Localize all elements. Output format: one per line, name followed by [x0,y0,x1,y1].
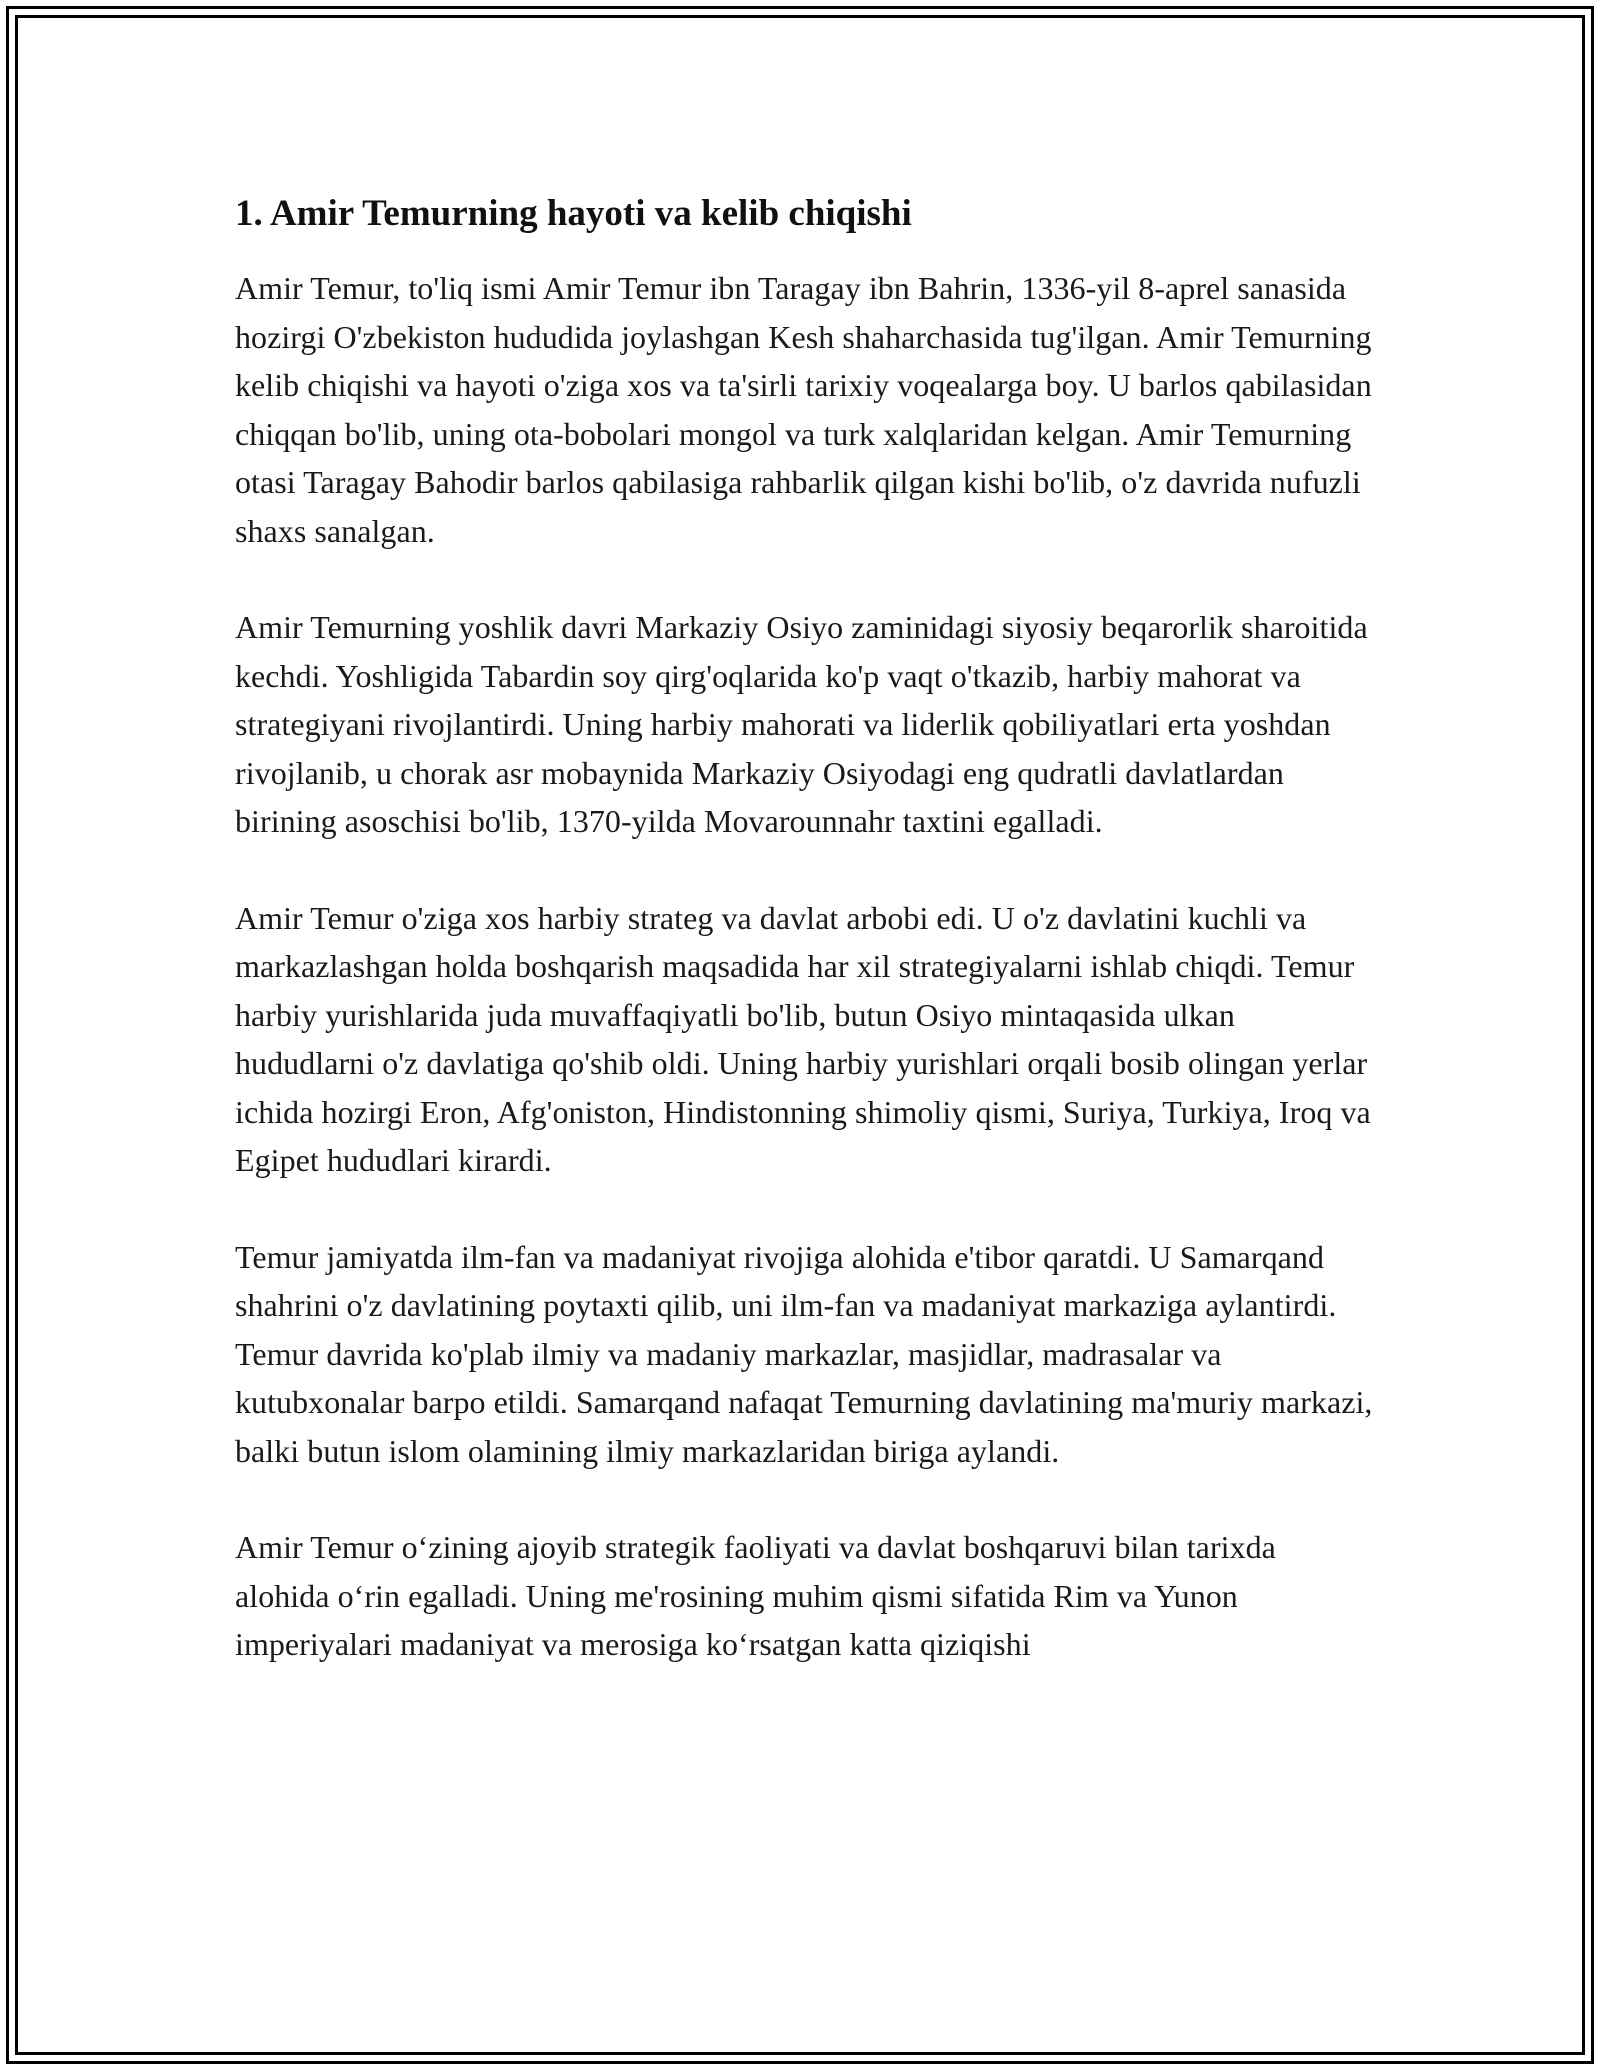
paragraph-3: Amir Temur o'ziga xos harbiy strateg va davlat arbobi edi. U o'z davlatini kuchli va markazlashgan holda boshqarish maqsadida har xil strategiyalarni ishlab chiqdi. Temur harbiy yurishlarida juda muvaffaqiyatli bo'lib, butun Osiyo mintaqasida ulkan hududlarni o'z davlatiga qo'shib oldi. Uning harbiy yurishlari orqali bosib olingan yerlar ichida hozirgi Eron, Afg'oniston, Hindistonning shimoliy qismi, Suriya, Turkiya, Iroq va Egipet hududlari kirardi. [235,899,1371,1178]
section-heading: 1. Amir Temurning hayoti va kelib chiqishi [235,193,912,234]
paragraph-4: Temur jamiyatda ilm-fan va madaniyat rivojiga alohida e'tibor qaratdi. U Samarqand shahrini o'z davlatining poytaxti qilib, uni ilm-fan va madaniyat markaziga aylantirdi. Temur davrida ko'plab ilmiy va madaniy markazlar, masjidlar, madrasalar va kutubxonalar barpo etildi. Samarqand nafaqat Temurning davlatining ma'muriy markazi, balki butun islom olamining ilmiy markazlaridan biriga aylandi. [235,1238,1373,1469]
paragraph-5: Amir Temur o‘zining ajoyib strategik faoliyati va davlat boshqaruvi bilan tarixda alohida o‘rin egalladi. Uning me'rosining muhim qismi sifatida Rim va Yunon imperiyalari madaniyat va merosiga ko‘rsatgan katta qiziqishi [235,1529,1276,1662]
document-body [235,188,1375,1717]
paragraph-1: Amir Temur, to'liq ismi Amir Temur ibn Taragay ibn Bahrin, 1336-yil 8-aprel sanasida hozirgi O'zbekiston hududida joylashgan Kesh shaharchasida tug'ilgan. Amir Temurning kelib chiqishi va hayoti o'ziga xos va ta'sirli tarixiy voqealarga boy. U barlos qabilasidan chiqqan bo'lib, uning ota-bobolari mongol va turk xalqlaridan kelgan. Amir Temurning otasi Taragay Bahodir barlos qabilasiga rahbarlik qilgan kishi bo'lib, o'z davrida nufuzli shaxs sanalgan. [235,270,1372,549]
paragraph-2: Amir Temurning yoshlik davri Markaziy Osiyo zaminidagi siyosiy beqarorlik sharoitida kechdi. Yoshligida Tabardin soy qirg'oqlarida ko'p vaqt o'tkazib, harbiy mahorat va strategiyani rivojlantirdi. Uning harbiy mahorati va liderlik qobiliyatlari erta yoshdan rivojlanib, u chorak asr mobaynida Markaziy Osiyodagi eng qudratli davlatlardan birining asoschisi bo'lib, 1370-yilda Movarounnahr taxtini egalladi. [235,609,1368,839]
